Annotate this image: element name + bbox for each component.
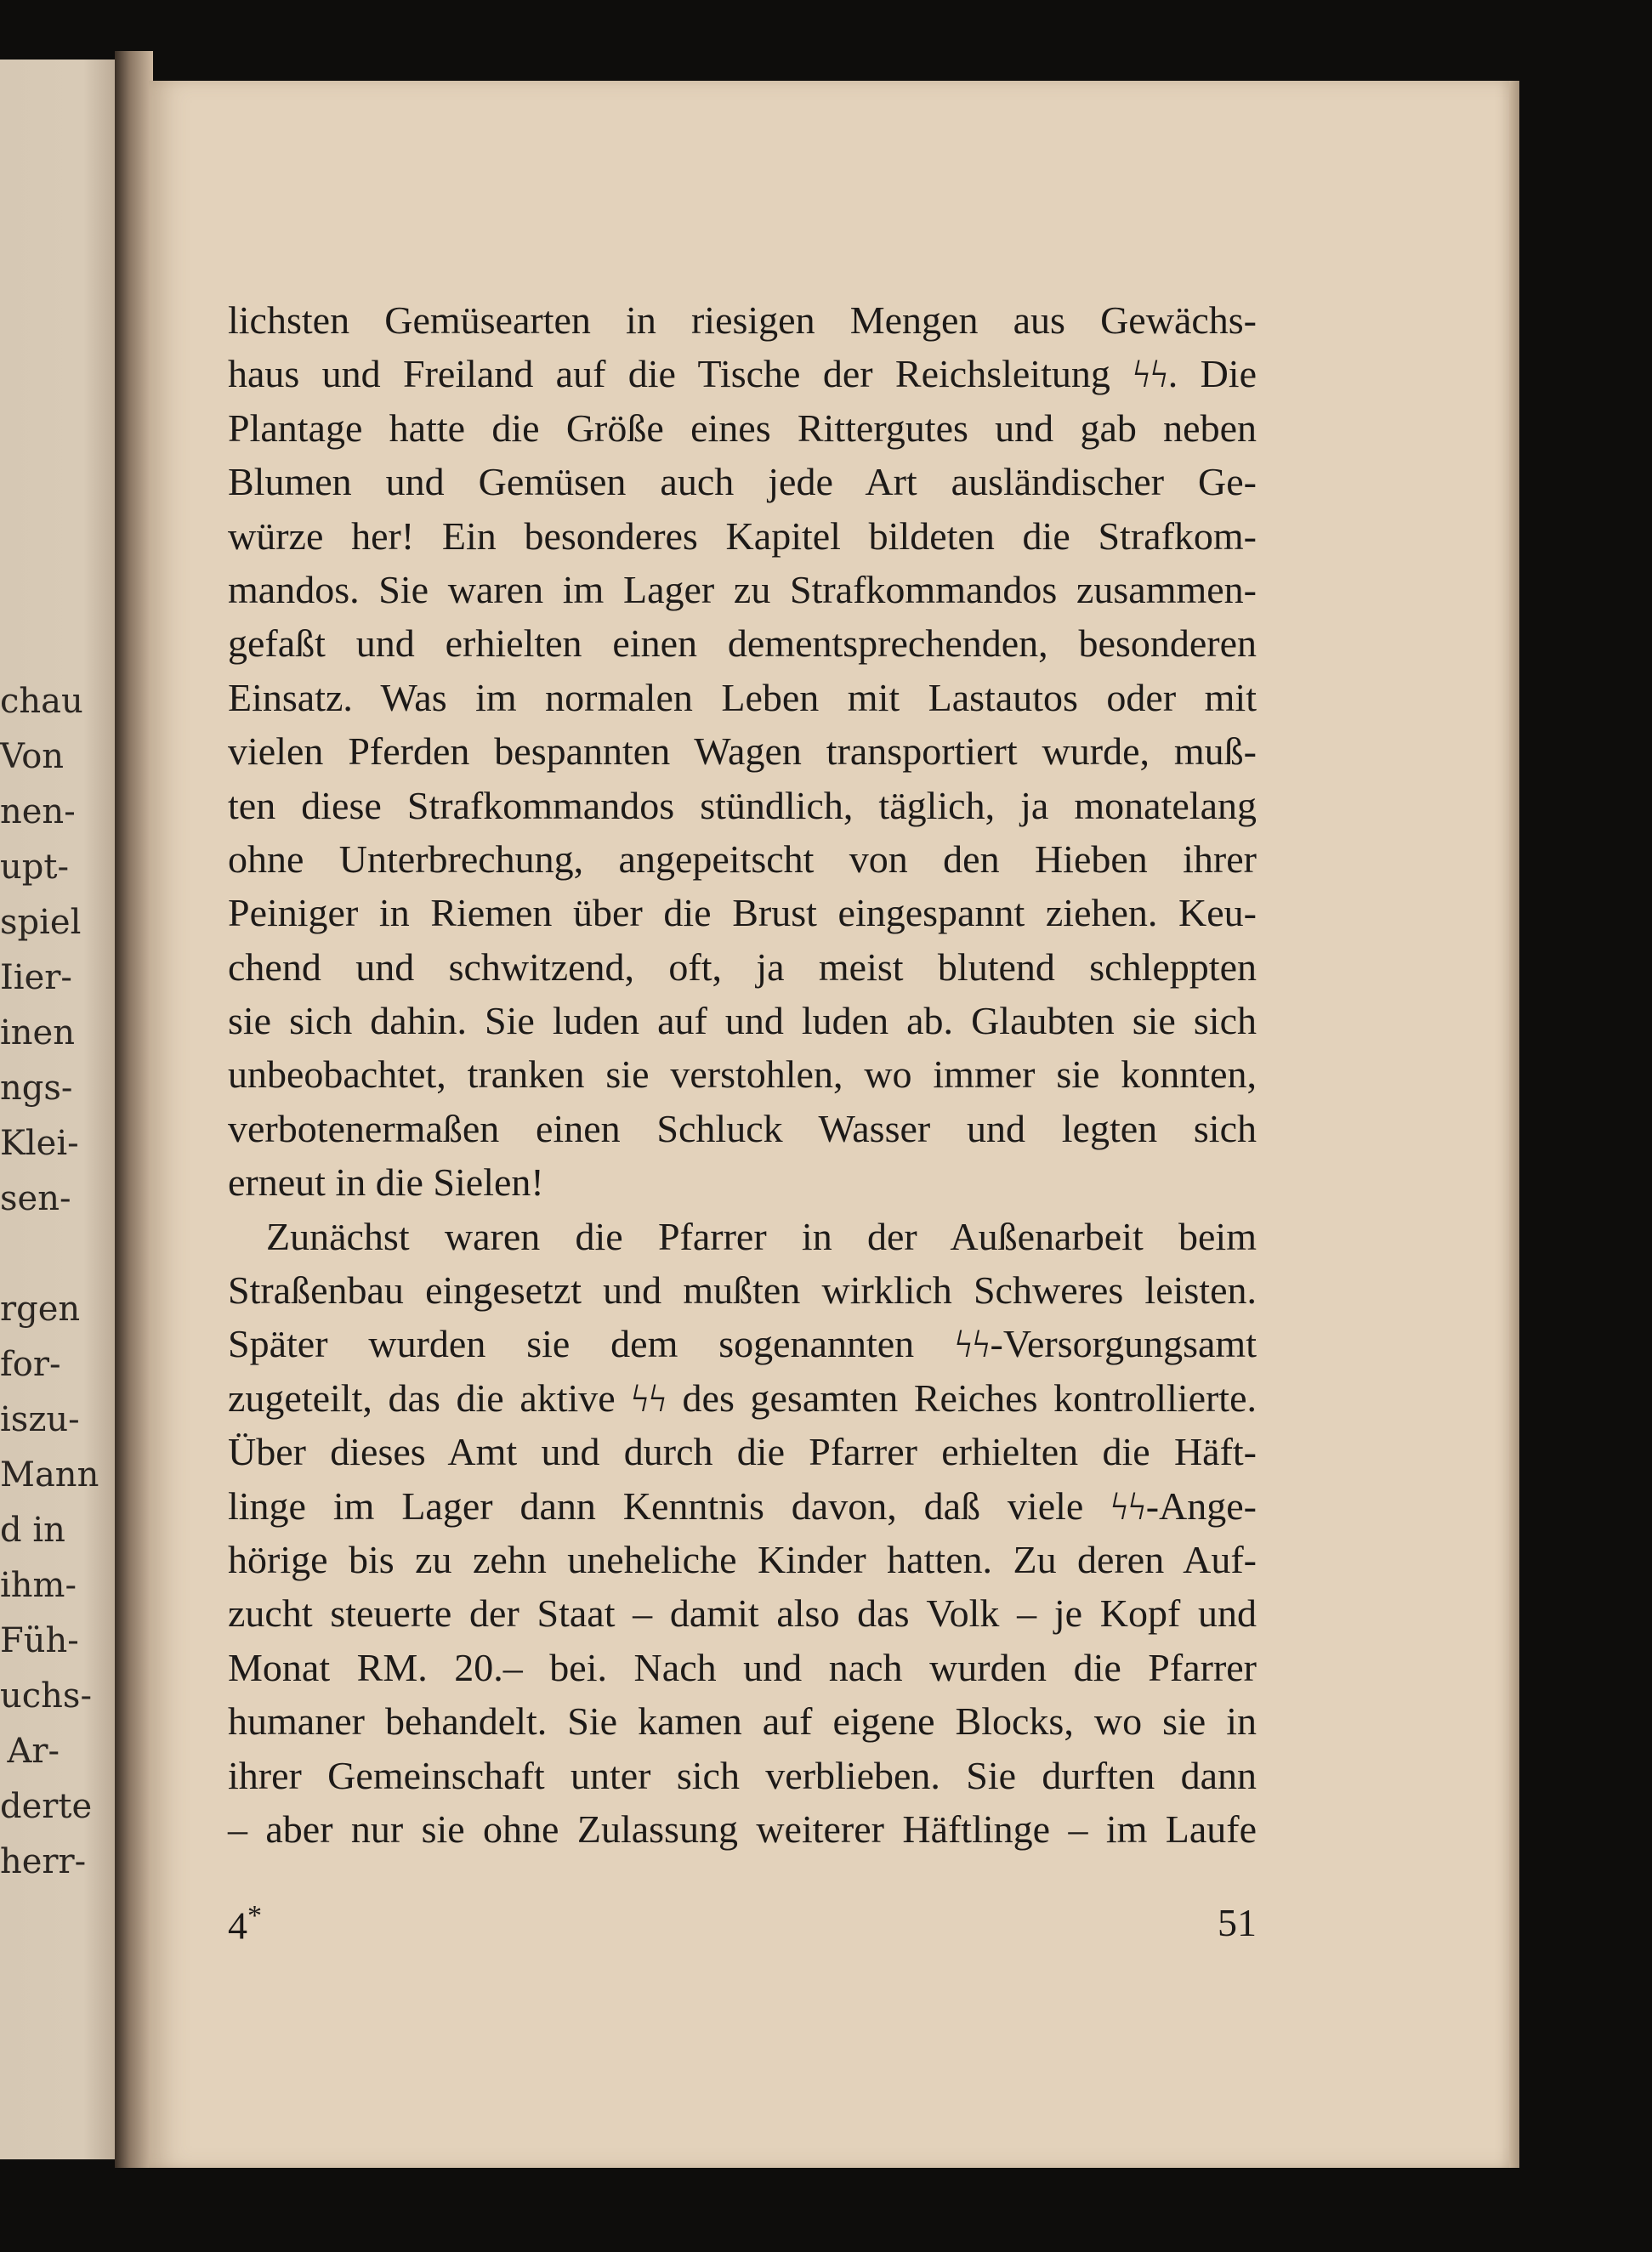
facing-page-line: Klei- <box>0 1124 79 1163</box>
text-line: Plantage hatte die Größe eines Rittergutes und gab neben <box>228 406 1257 450</box>
facing-page-line: derte <box>0 1787 93 1826</box>
signature-mark <box>228 1900 262 1948</box>
facing-page-line: Mann <box>0 1455 99 1495</box>
text-line: haus und Freiland auf die Tische der Reichsleitung ϟϟ. Die <box>228 352 1257 396</box>
facing-page-line: inen <box>0 1013 75 1052</box>
facing-page-line: spiel <box>0 903 82 942</box>
text-line: humaner behandelt. Sie kamen auf eigene Blocks, wo sie in <box>228 1699 1257 1744</box>
text-line: gefaßt und erhielten einen dementsprechenden, besonderen <box>228 621 1257 666</box>
text-line: ihrer Gemeinschaft unter sich verblieben. Sie durften dann <box>228 1753 1257 1797</box>
text-line: Später wurden sie dem sogenannten ϟϟ-Versorgungsamt <box>228 1322 1257 1366</box>
body-text <box>228 293 1257 1856</box>
text-line: ohne Unterbrechung, angepeitscht von den Hieben ihrer <box>228 837 1257 881</box>
text-line: Monat RM. 20.– bei. Nach und nach wurden die Pfarrer <box>228 1645 1257 1689</box>
facing-page-line: Von <box>0 737 65 776</box>
text-line: zugeteilt, das die aktive ϟϟ des gesamten Reiches kontrollierte. <box>228 1376 1257 1420</box>
facing-page-line: rgen <box>0 1290 81 1329</box>
signature-number: 4 <box>228 1903 247 1948</box>
signature-star: * <box>247 1900 262 1932</box>
facing-page-line: Ar- <box>7 1732 60 1771</box>
facing-page-left <box>0 60 119 2159</box>
text-line: – aber nur sie ohne Zulassung weiterer Häftlinge – im Laufe <box>228 1807 1257 1851</box>
facing-page-line: sen- <box>0 1179 71 1218</box>
text-line: Zunächst waren die Pfarrer in der Außenarbeit beim <box>266 1214 1257 1258</box>
text-line: sie sich dahin. Sie luden auf und luden ab. Glaubten sie sich <box>228 999 1257 1043</box>
text-line: Blumen und Gemüsen auch jede Art ausländischer Ge- <box>228 460 1257 504</box>
facing-page-line: nen- <box>0 792 76 831</box>
text-line: vielen Pferden bespannten Wagen transportiert wurde, muß- <box>228 729 1257 774</box>
facing-page-line: Iier- <box>0 958 72 997</box>
text-line: Über dieses Amt und durch die Pfarrer erhielten die Häft- <box>228 1430 1257 1474</box>
text-line: verbotenermaßen einen Schluck Wasser und legten sich <box>228 1106 1257 1150</box>
facing-page-line: Füh- <box>0 1621 79 1660</box>
page-number: 51 <box>1218 1901 1257 1944</box>
facing-page-line: chau <box>0 682 83 721</box>
text-line: Straßenbau eingesetzt und mußten wirklich Schweres leisten. <box>228 1268 1257 1313</box>
page-edge <box>1509 81 1519 2168</box>
facing-page-line: iszu- <box>0 1400 80 1439</box>
facing-page-line: d in <box>0 1511 65 1550</box>
facing-page-line: uchs- <box>0 1676 92 1716</box>
text-line: ten diese Strafkommandos stündlich, täglich, ja monatelang <box>228 783 1257 827</box>
facing-page-line: for- <box>0 1345 61 1384</box>
text-line: lichsten Gemüsearten in riesigen Mengen aus Gewächs- <box>228 298 1257 342</box>
facing-page-line: upt- <box>0 848 69 887</box>
facing-page-line: ihm- <box>0 1566 77 1605</box>
text-line: unbeobachtet, tranken sie verstohlen, wo immer sie konnten, <box>228 1052 1257 1097</box>
book-gutter <box>115 51 153 2168</box>
book-page-right <box>149 81 1509 2168</box>
text-line: würze her! Ein besonderes Kapitel bildeten die Strafkom- <box>228 513 1257 558</box>
text-line: linge im Lager dann Kenntnis davon, daß viele ϟϟ-Ange- <box>228 1483 1257 1528</box>
facing-page-line: herr- <box>0 1842 87 1881</box>
text-line: Peiniger in Riemen über die Brust eingespannt ziehen. Keu- <box>228 891 1257 935</box>
text-line: chend und schwitzend, oft, ja meist blutend schleppten <box>228 944 1257 989</box>
facing-page-line: ngs- <box>0 1069 73 1108</box>
text-line: Einsatz. Was im normalen Leben mit Lastautos oder mit <box>228 675 1257 719</box>
text-line: zucht steuerte der Staat – damit also das Volk – je Kopf und <box>228 1591 1257 1636</box>
text-line: erneut in die Sielen! <box>228 1160 544 1205</box>
text-line: mandos. Sie waren im Lager zu Strafkommandos zusammen- <box>228 567 1257 611</box>
text-line: hörige bis zu zehn uneheliche Kinder hatten. Zu deren Auf- <box>228 1537 1257 1581</box>
